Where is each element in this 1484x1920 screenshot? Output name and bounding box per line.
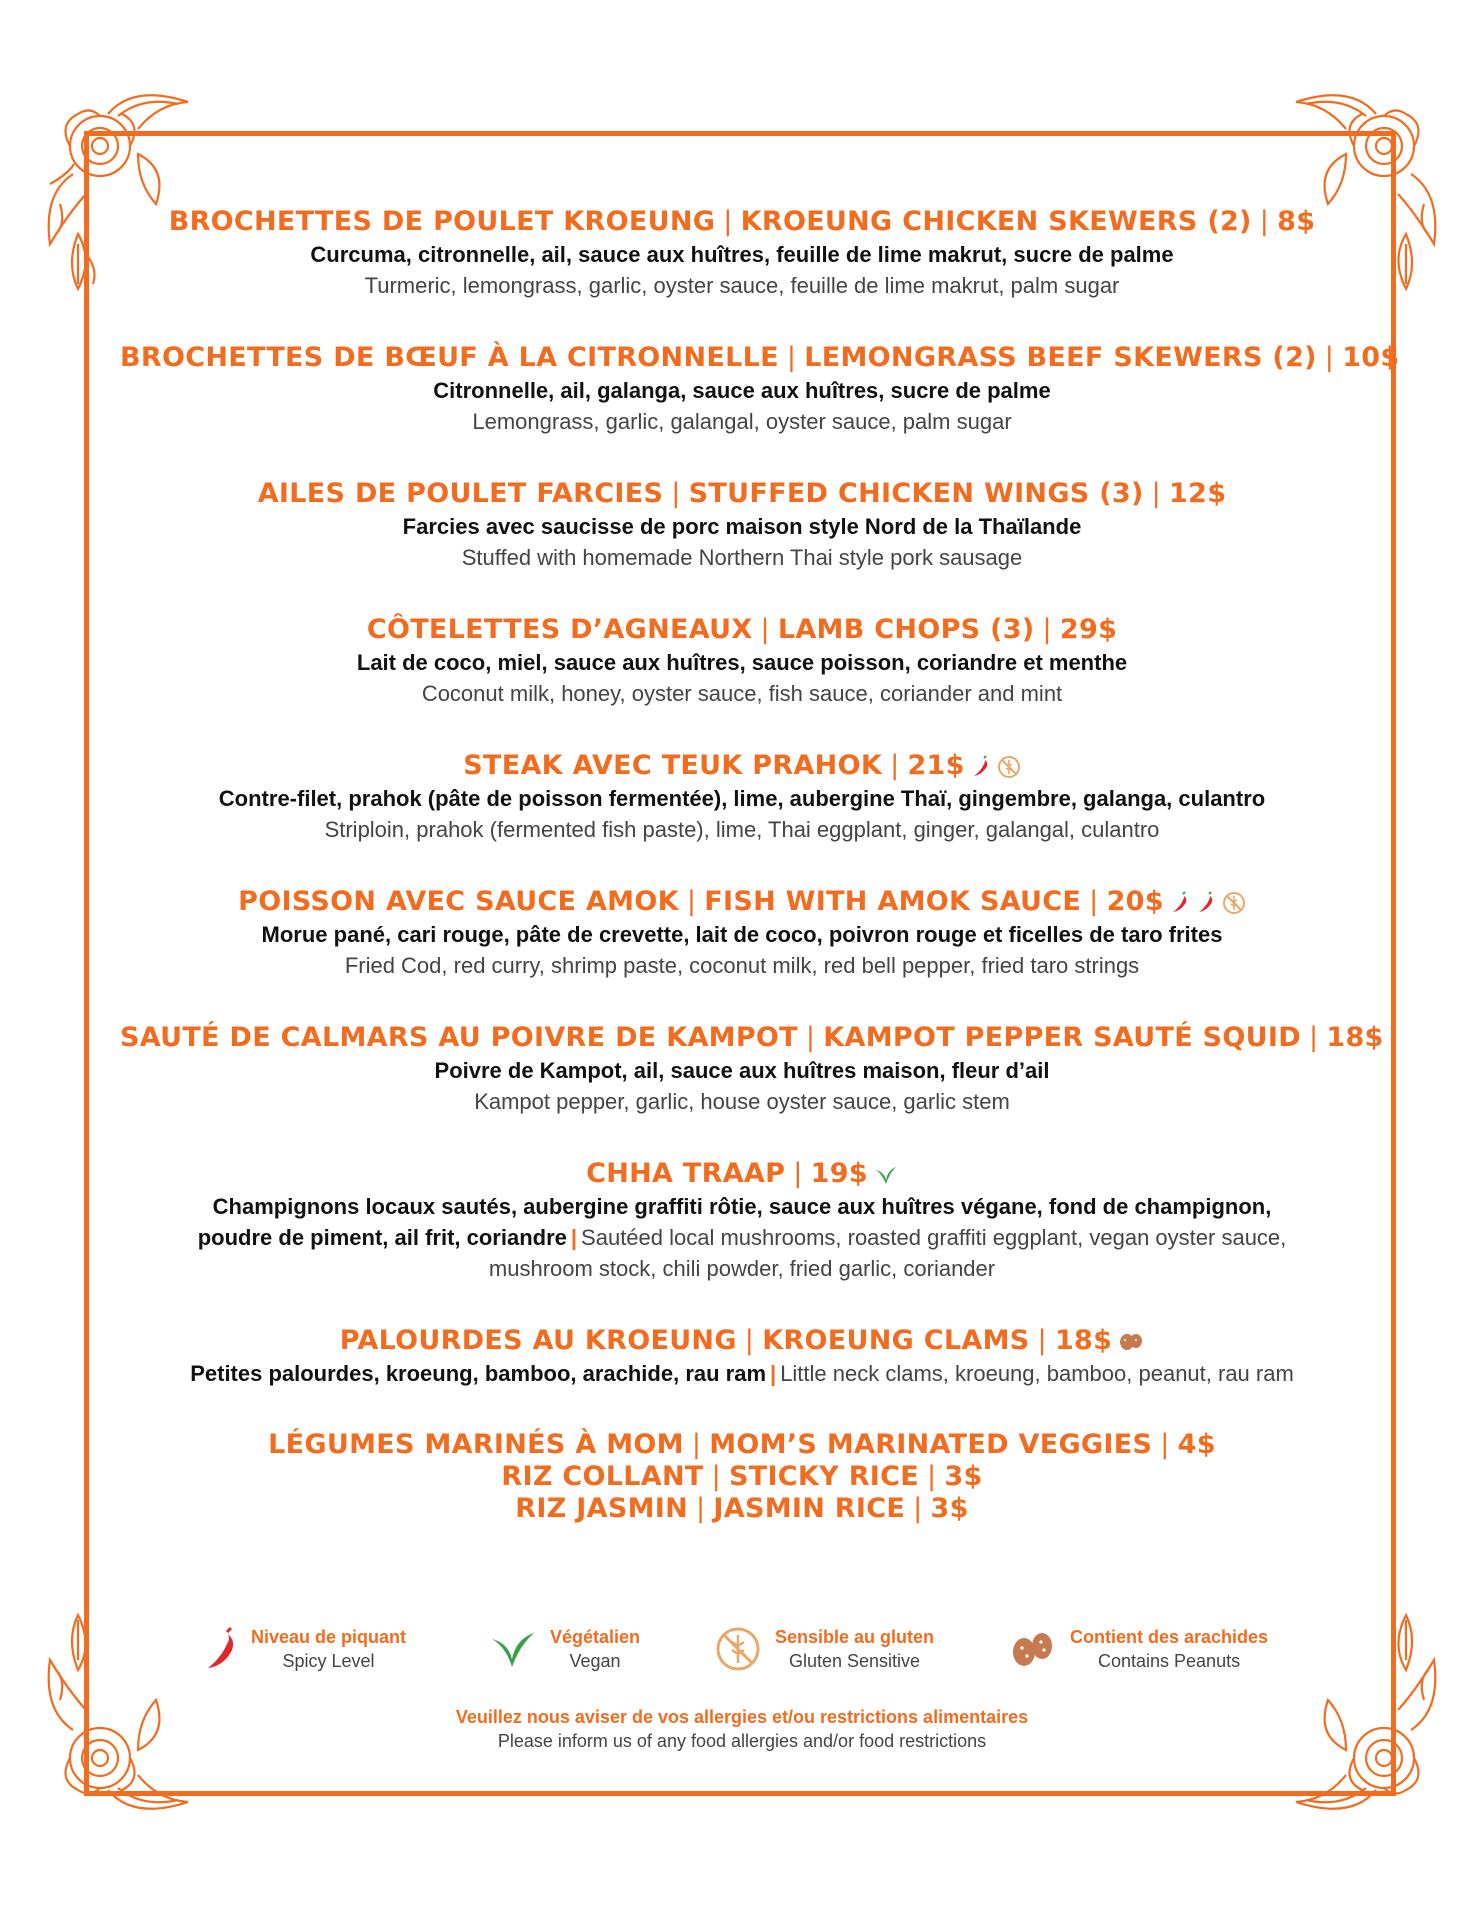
legend-item bbox=[715, 1625, 934, 1673]
item-title-fr: PALOURDES AU KROEUNG bbox=[339, 1325, 737, 1356]
item-desc-fr: Citronnelle, ail, galanga, sauce aux huîtres, sucre de palme bbox=[433, 378, 1051, 403]
peanut-icon bbox=[1118, 1331, 1144, 1353]
item-price: 18$ bbox=[1054, 1325, 1113, 1356]
legend-item bbox=[205, 1625, 406, 1673]
item-title: CÔTELETTES D’AGNEAUX | LAMB CHOPS (3) | 29$ bbox=[366, 614, 1118, 645]
item-desc-en: Stuffed with homemade Northern Thai style pork sausage bbox=[461, 545, 1023, 570]
sides-list bbox=[120, 1429, 1364, 1525]
item-price: 10$ bbox=[1342, 342, 1400, 373]
legend-item bbox=[490, 1625, 640, 1673]
item-desc-fr: poudre de piment, ail frit, coriandre bbox=[197, 1225, 567, 1250]
item-title: CHHA TRAAP | 19$ bbox=[120, 1157, 1364, 1191]
legend-label-fr: Végétalien bbox=[550, 1627, 641, 1647]
item-title: SAUTÉ DE CALMARS AU POIVRE DE KAMPOT | KAMPOT PEPPER SAUTÉ SQUID | 18$ bbox=[120, 1022, 1384, 1053]
item-desc-fr: Farcies avec saucisse de porc maison style Nord de la Thaïlande bbox=[402, 514, 1082, 539]
side-item: RIZ COLLANT | STICKY RICE | 3$ bbox=[501, 1461, 983, 1492]
item-title-en: STUFFED CHICKEN WINGS (3) bbox=[688, 478, 1144, 509]
menu-item bbox=[120, 1324, 1364, 1389]
item-title-en: KAMPOT PEPPER SAUTÉ SQUID bbox=[823, 1022, 1301, 1053]
legend-label-en: Spicy Level bbox=[282, 1651, 375, 1671]
menu-item bbox=[120, 885, 1364, 981]
item-desc-en: mushroom stock, chili powder, fried garlic, coriander bbox=[488, 1256, 996, 1281]
item-title-en: MOM’S MARINATED VEGGIES bbox=[709, 1429, 1153, 1460]
item-title: STEAK AVEC TEUK PRAHOK | 21$ bbox=[120, 749, 1364, 783]
item-title-fr: CÔTELETTES D’AGNEAUX bbox=[366, 614, 753, 645]
item-desc-fr: Petites palourdes, kroeung, bamboo, arachide, rau ram bbox=[190, 1361, 767, 1386]
item-title: AILES DE POULET FARCIES | STUFFED CHICKEN WINGS (3) | 12$ bbox=[257, 478, 1227, 509]
item-price: 18$ bbox=[1326, 1022, 1384, 1053]
allergy-notice-en: Please inform us of any food allergies and/or food restrictions bbox=[497, 1731, 987, 1751]
item-price: 8$ bbox=[1277, 206, 1316, 237]
item-title-fr: RIZ JASMIN bbox=[515, 1493, 688, 1524]
item-price: 20$ bbox=[1106, 886, 1164, 917]
item-title-en: KROEUNG CHICKEN SKEWERS (2) bbox=[740, 206, 1252, 237]
menu-item bbox=[120, 1157, 1364, 1284]
item-title: PALOURDES AU KROEUNG | KROEUNG CLAMS | 18$ bbox=[120, 1324, 1364, 1358]
legend-label-fr: Sensible au gluten bbox=[775, 1627, 935, 1647]
item-title-en: LAMB CHOPS (3) bbox=[777, 614, 1035, 645]
legend-item bbox=[1010, 1625, 1268, 1673]
item-title-fr: LÉGUMES MARINÉS À MOM bbox=[268, 1429, 684, 1460]
legend-label-en: Gluten Sensitive bbox=[788, 1651, 921, 1671]
item-desc-en: Sautéed local mushrooms, roasted graffiti eggplant, vegan oyster sauce, bbox=[581, 1225, 1287, 1250]
item-title: POISSON AVEC SAUCE AMOK | FISH WITH AMOK SAUCE | 20$ bbox=[120, 885, 1364, 919]
peanut-icon bbox=[1010, 1628, 1056, 1670]
item-price: 4$ bbox=[1177, 1429, 1216, 1460]
item-desc-fr: Contre-filet, prahok (pâte de poisson fermentée), lime, aubergine Thaï, gingembre, galanga, culantro bbox=[218, 786, 1266, 811]
item-desc-en: Fried Cod, red curry, shrimp paste, coconut milk, red bell pepper, fried taro strings bbox=[344, 953, 1140, 978]
item-title: BROCHETTES DE BŒUF À LA CITRONNELLE | LEMONGRASS BEEF SKEWERS (2) | 10$ bbox=[120, 342, 1400, 373]
menu-item bbox=[120, 613, 1364, 709]
item-desc-mixed: poudre de piment, ail frit, coriandre | Sautéed local mushrooms, roasted graffiti eggplant, vegan oyster sauce, bbox=[197, 1225, 1287, 1250]
item-desc-en: Turmeric, lemongrass, garlic, oyster sauce, feuille de lime makrut, palm sugar bbox=[364, 273, 1120, 298]
item-desc-fr: Curcuma, citronnelle, ail, sauce aux huîtres, feuille de lime makrut, sucre de palme bbox=[310, 242, 1174, 267]
item-price: 12$ bbox=[1169, 478, 1227, 509]
chili-icon bbox=[1170, 891, 1190, 915]
item-price: 3$ bbox=[944, 1461, 983, 1492]
chili-icon bbox=[971, 755, 991, 779]
menu-list bbox=[120, 205, 1400, 1565]
vegan-leaf-icon bbox=[490, 1629, 536, 1669]
item-title: BROCHETTES DE POULET KROEUNG | KROEUNG CHICKEN SKEWERS (2) | 8$ bbox=[168, 206, 1316, 237]
menu-item bbox=[120, 477, 1364, 573]
side-item: RIZ JASMIN | JASMIN RICE | 3$ bbox=[515, 1493, 969, 1524]
allergy-notice-fr: Veuillez nous aviser de vos allergies et/ou restrictions alimentaires bbox=[455, 1707, 1029, 1727]
menu-item bbox=[120, 749, 1364, 845]
legend-label-en: Vegan bbox=[569, 1651, 621, 1671]
legend-label-fr: Niveau de piquant bbox=[251, 1627, 407, 1647]
gluten-icon bbox=[1222, 891, 1246, 915]
chili-icon bbox=[205, 1626, 237, 1672]
item-title-fr: POISSON AVEC SAUCE AMOK bbox=[238, 886, 679, 917]
item-desc-fr: Lait de coco, miel, sauce aux huîtres, sauce poisson, coriandre et menthe bbox=[356, 650, 1128, 675]
item-title-fr: BROCHETTES DE BŒUF À LA CITRONNELLE bbox=[120, 342, 779, 373]
side-item: LÉGUMES MARINÉS À MOM | MOM’S MARINATED VEGGIES | 4$ bbox=[268, 1429, 1216, 1460]
legend bbox=[200, 1625, 1300, 1685]
item-desc-fr: Poivre de Kampot, ail, sauce aux huîtres maison, fleur d’ail bbox=[434, 1058, 1050, 1083]
item-title-fr: RIZ COLLANT bbox=[501, 1461, 704, 1492]
legend-label-fr: Contient des arachides bbox=[1070, 1627, 1269, 1647]
menu-item bbox=[120, 1021, 1384, 1117]
item-price: 3$ bbox=[930, 1493, 969, 1524]
item-title-en: JASMIN RICE bbox=[713, 1493, 906, 1524]
gluten-icon bbox=[997, 755, 1021, 779]
item-price: 21$ bbox=[907, 750, 965, 781]
gluten-icon bbox=[715, 1626, 761, 1672]
item-desc-fr: Morue pané, cari rouge, pâte de crevette, lait de coco, poivron rouge et ficelles de taro frites bbox=[261, 922, 1223, 947]
chili-icon bbox=[1196, 891, 1216, 915]
item-title-fr: STEAK AVEC TEUK PRAHOK bbox=[463, 750, 883, 781]
item-title-fr: AILES DE POULET FARCIES bbox=[257, 478, 664, 509]
item-desc-en: Coconut milk, honey, oyster sauce, fish sauce, coriander and mint bbox=[421, 681, 1063, 706]
item-price: 29$ bbox=[1059, 614, 1118, 645]
item-desc-fr: Champignons locaux sautés, aubergine graffiti rôtie, sauce aux huîtres végane, fond de champignon, bbox=[212, 1194, 1272, 1219]
menu-item bbox=[120, 205, 1364, 301]
item-title-en: STICKY RICE bbox=[729, 1461, 919, 1492]
item-title-fr: SAUTÉ DE CALMARS AU POIVRE DE KAMPOT bbox=[120, 1022, 798, 1053]
item-price: 19$ bbox=[810, 1158, 868, 1189]
item-desc-en: Kampot pepper, garlic, house oyster sauce, garlic stem bbox=[474, 1089, 1010, 1114]
item-title-en: FISH WITH AMOK SAUCE bbox=[704, 886, 1082, 917]
item-desc-mixed: Petites palourdes, kroeung, bamboo, arachide, rau ram | Little neck clams, kroeung, bamboo, peanut, rau ram bbox=[190, 1361, 1294, 1386]
allergy-notice bbox=[120, 1705, 1364, 1753]
item-desc-en: Little neck clams, kroeung, bamboo, peanut, rau ram bbox=[780, 1361, 1294, 1386]
legend-label-en: Contains Peanuts bbox=[1097, 1651, 1241, 1671]
vegan-leaf-icon bbox=[874, 1164, 898, 1186]
item-desc-en: Striploin, prahok (fermented fish paste), lime, Thai eggplant, ginger, galangal, culantro bbox=[324, 817, 1160, 842]
item-title-en: KROEUNG CLAMS bbox=[762, 1325, 1030, 1356]
item-title-fr: BROCHETTES DE POULET KROEUNG bbox=[168, 206, 716, 237]
item-desc-en: Lemongrass, garlic, galangal, oyster sauce, palm sugar bbox=[472, 409, 1012, 434]
menu-item bbox=[120, 341, 1400, 437]
item-title-en: LEMONGRASS BEEF SKEWERS (2) bbox=[804, 342, 1317, 373]
item-title-fr: CHHA TRAAP bbox=[586, 1158, 786, 1189]
